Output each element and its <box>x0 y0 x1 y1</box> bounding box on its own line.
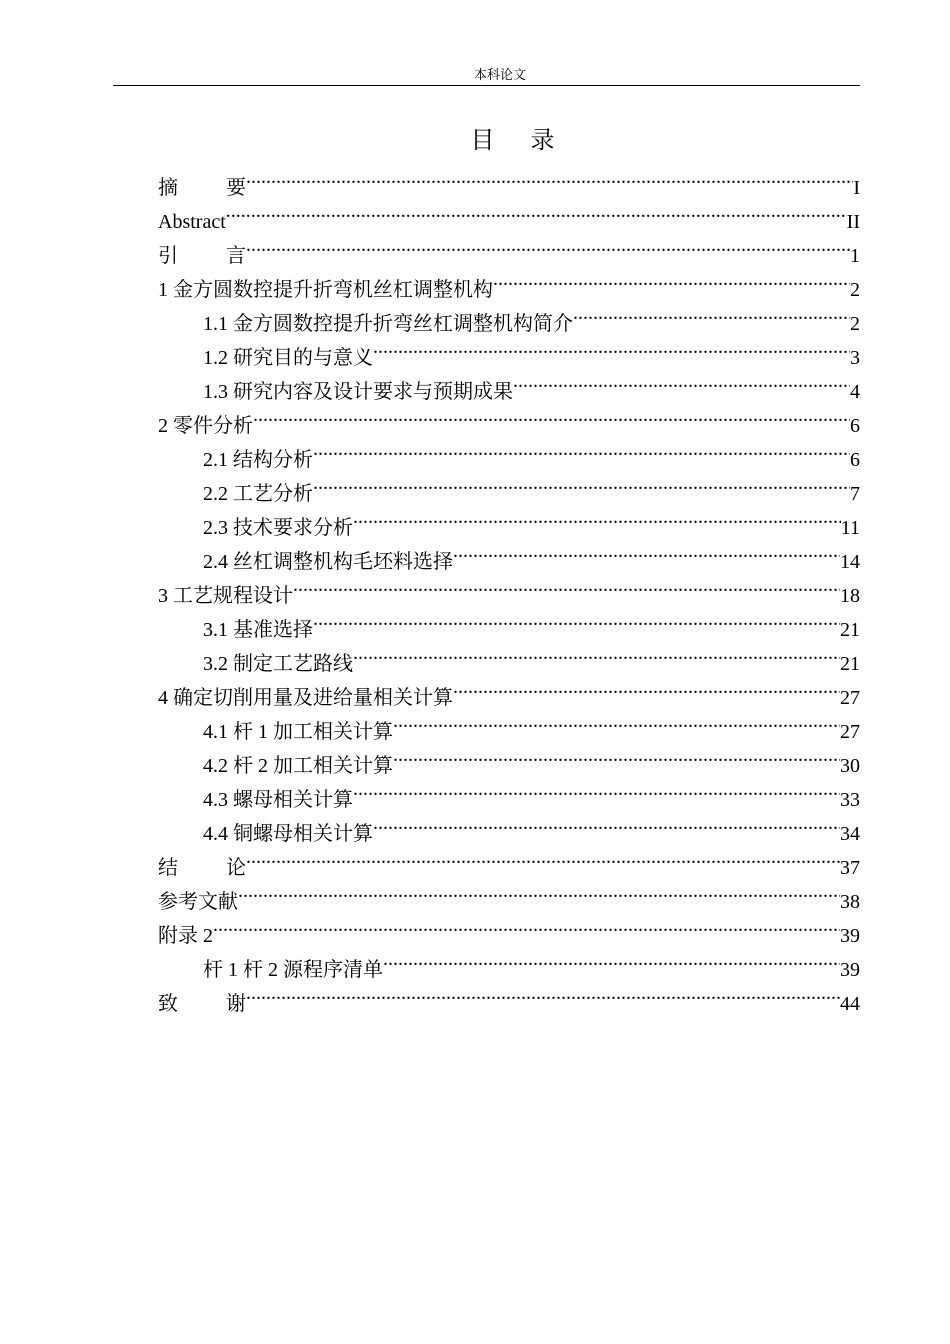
toc-leader-dots <box>453 534 840 568</box>
toc-entry-page: I <box>853 177 860 199</box>
toc-entry-label: Abstract <box>158 211 226 233</box>
toc-leader-dots <box>353 636 840 670</box>
toc-entry-label: 4.3 螺母相关计算 <box>203 789 353 811</box>
toc-title <box>0 125 950 155</box>
toc-leader-dots <box>213 908 840 942</box>
toc-leader-dots <box>573 296 850 330</box>
toc-entry-label: 参考文献 <box>158 891 238 913</box>
toc-leader-dots <box>313 602 840 636</box>
toc-entry-page: 1 <box>850 245 860 267</box>
toc-entry-label: 2.1 结构分析 <box>203 449 313 471</box>
toc-leader-dots <box>293 568 840 602</box>
page-header-title: 本科论文 <box>473 67 526 82</box>
toc-entry-label: 杆 1 杆 2 源程序清单 <box>203 959 383 981</box>
toc-entry-label: 附录 2 <box>158 925 213 947</box>
toc-leader-dots <box>246 160 853 194</box>
toc-leader-dots <box>313 432 850 466</box>
toc-entry-label: 4.1 杆 1 加工相关计算 <box>203 721 393 743</box>
toc-title-right: 录 <box>530 126 555 154</box>
toc-entry-page: 3 <box>850 347 860 369</box>
toc-entry-label: 4.4 铜螺母相关计算 <box>203 823 373 845</box>
toc-entry-page: 33 <box>840 789 860 811</box>
toc-entry[interactable] <box>158 296 860 335</box>
toc-entry[interactable] <box>158 466 860 505</box>
toc-entry-page: 39 <box>840 959 860 981</box>
toc-leader-dots <box>393 738 840 772</box>
toc-leader-dots <box>513 364 850 398</box>
toc-entry-label: 1.1 金方圆数控提升折弯丝杠调整机构简介 <box>203 313 573 335</box>
toc-leader-dots <box>246 840 840 874</box>
toc-entry-label: 3.1 基准选择 <box>203 619 313 641</box>
toc-entry-page: 38 <box>840 891 860 913</box>
toc-entry-label: 2 零件分析 <box>158 415 253 437</box>
toc-entry-page: 21 <box>840 653 860 675</box>
toc-entry[interactable] <box>158 670 860 709</box>
toc-entry-label: 致谢 <box>158 993 294 1015</box>
toc-entry-page: 39 <box>840 925 860 947</box>
toc-entry[interactable] <box>158 500 860 539</box>
toc-leader-dots <box>373 806 840 840</box>
toc-entry[interactable] <box>158 942 860 981</box>
toc-entry-page: 27 <box>840 687 860 709</box>
toc-entry[interactable] <box>158 840 860 879</box>
toc-entry-label: 引言 <box>158 245 294 267</box>
toc-entry-label: 4 确定切削用量及进给量相关计算 <box>158 687 453 709</box>
toc-entry[interactable] <box>158 534 860 573</box>
toc-leader-dots <box>246 228 850 262</box>
toc-entry[interactable] <box>158 228 860 267</box>
toc-leader-dots <box>253 398 850 432</box>
toc-entry-label: 1.3 研究内容及设计要求与预期成果 <box>203 381 513 403</box>
toc-leader-dots <box>246 976 840 1010</box>
toc-entry-page: 2 <box>850 313 860 335</box>
toc-leader-dots <box>453 670 840 704</box>
toc-entry-page: 21 <box>840 619 860 641</box>
toc-entry[interactable] <box>158 636 860 675</box>
toc-entry[interactable] <box>158 738 860 777</box>
toc-leader-dots <box>383 942 840 976</box>
toc-entry-label: 1 金方圆数控提升折弯机丝杠调整机构 <box>158 279 493 301</box>
toc-leader-dots <box>226 194 847 228</box>
toc-entry-page: 34 <box>840 823 860 845</box>
toc-leader-dots <box>493 262 850 296</box>
toc-entry-page: 14 <box>840 551 860 573</box>
toc-title-left: 目 <box>470 126 495 154</box>
toc-entry-page: 30 <box>840 755 860 777</box>
toc-entry[interactable] <box>158 976 860 1015</box>
toc-entry-page: 37 <box>840 857 860 879</box>
toc-entry-page: 4 <box>850 381 860 403</box>
toc-entry-label: 3 工艺规程设计 <box>158 585 293 607</box>
header-rule <box>113 85 860 86</box>
toc-entry[interactable] <box>158 772 860 811</box>
toc-entry[interactable] <box>158 194 860 233</box>
toc-entry-page: 27 <box>840 721 860 743</box>
toc-entry-label: 2.3 技术要求分析 <box>203 517 353 539</box>
toc-leader-dots <box>238 874 840 908</box>
toc-leader-dots <box>373 330 850 364</box>
toc-entry[interactable] <box>158 160 860 199</box>
toc-entry-page: 18 <box>840 585 860 607</box>
toc-entry-page: 7 <box>850 483 860 505</box>
toc-entry[interactable] <box>158 364 860 403</box>
toc-entry-page: 6 <box>850 415 860 437</box>
toc-entry-label: 1.2 研究目的与意义 <box>203 347 373 369</box>
toc-entry-label: 2.2 工艺分析 <box>203 483 313 505</box>
toc-entry-page: 6 <box>850 449 860 471</box>
toc-entry-page: 11 <box>840 517 860 539</box>
toc-entry[interactable] <box>158 602 860 641</box>
toc-entry[interactable] <box>158 874 860 913</box>
toc-entry[interactable] <box>158 806 860 845</box>
toc-entry-page: II <box>846 211 860 233</box>
toc-entry-label: 结论 <box>158 857 294 879</box>
toc-leader-dots <box>393 704 840 738</box>
toc-leader-dots <box>313 466 850 500</box>
toc-entry-page: 44 <box>840 993 860 1015</box>
toc-entry[interactable] <box>158 568 860 607</box>
toc-leader-dots <box>353 772 840 806</box>
toc-entry-label: 3.2 制定工艺路线 <box>203 653 353 675</box>
toc-leader-dots <box>353 500 841 534</box>
toc-list <box>158 160 860 1015</box>
toc-entry[interactable] <box>158 330 860 369</box>
toc-entry-label: 2.4 丝杠调整机构毛坯料选择 <box>203 551 453 573</box>
toc-entry-label: 4.2 杆 2 加工相关计算 <box>203 755 393 777</box>
toc-entry-label: 摘要 <box>158 177 294 199</box>
toc-entry[interactable] <box>158 908 860 947</box>
toc-entry-page: 2 <box>850 279 860 301</box>
toc-entry[interactable] <box>158 398 860 437</box>
toc-entry[interactable] <box>158 262 860 301</box>
toc-entry[interactable] <box>158 432 860 471</box>
toc-entry[interactable] <box>158 704 860 743</box>
